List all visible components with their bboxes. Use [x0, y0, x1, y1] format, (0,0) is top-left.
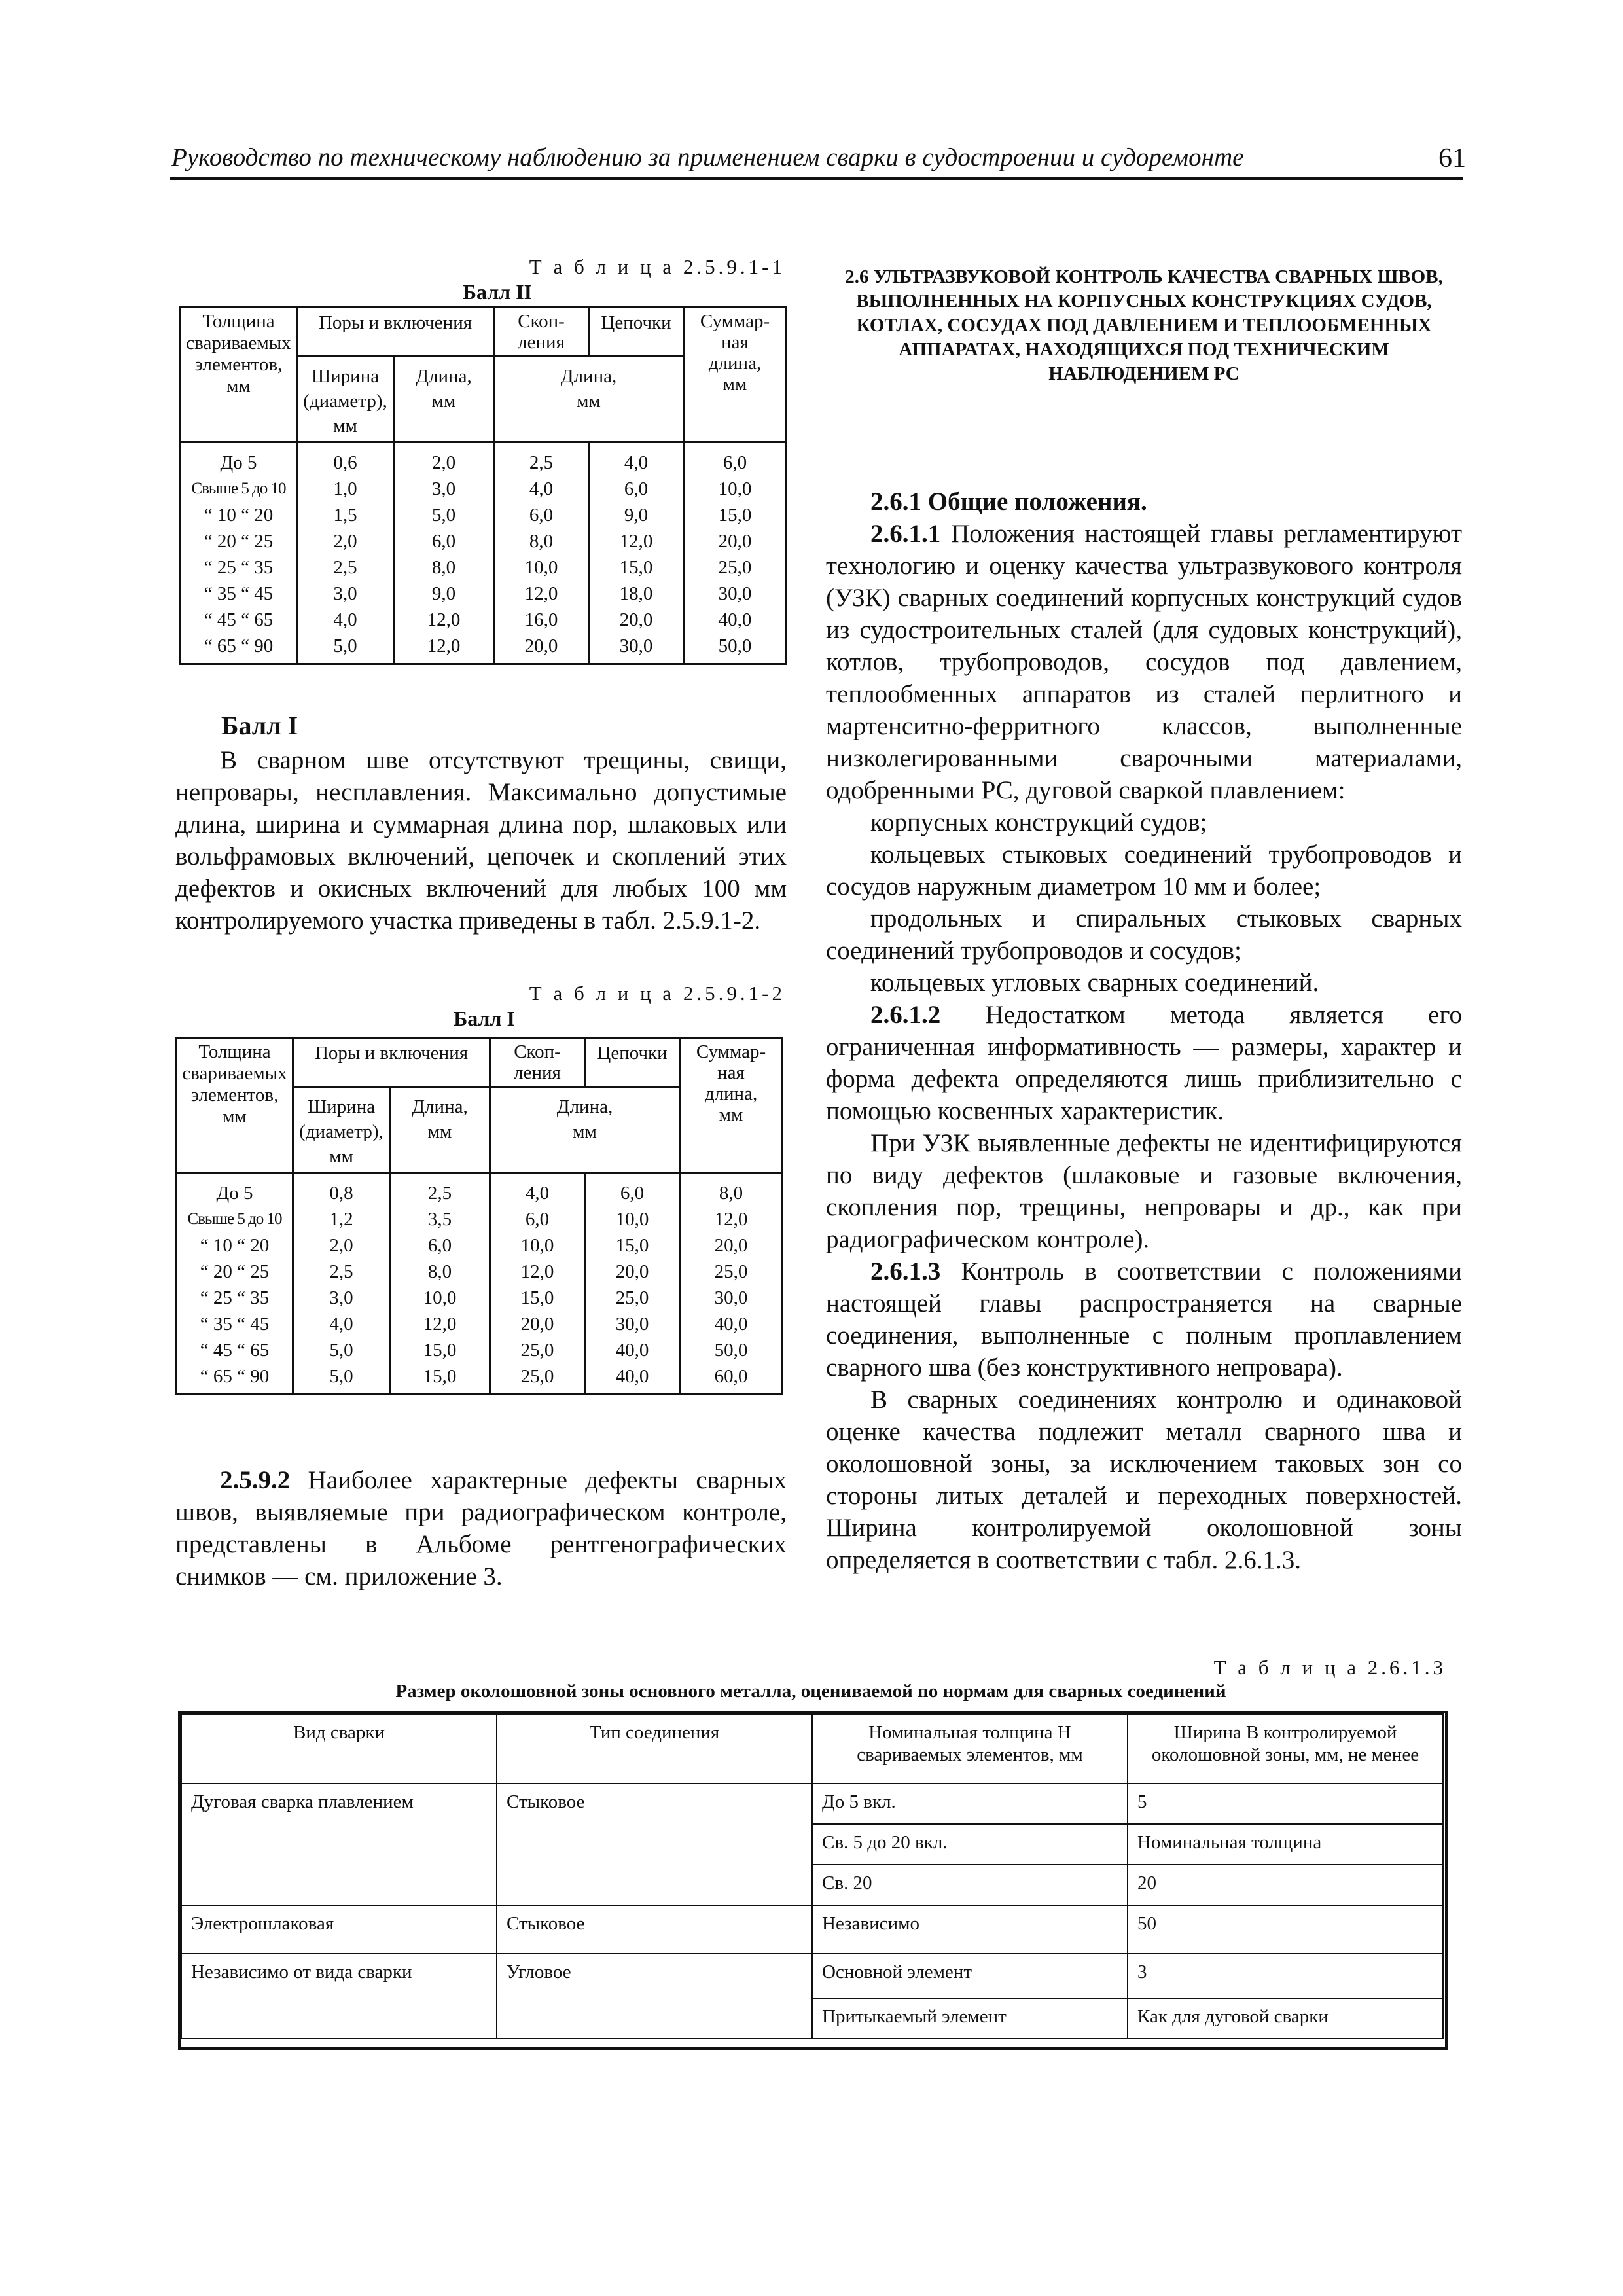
- cell: 20,0: [714, 1235, 748, 1256]
- cell: 5,0: [431, 505, 456, 526]
- cell: 1,2: [329, 1209, 353, 1230]
- cell: 12,0: [520, 1261, 554, 1282]
- cell: 1,0: [333, 478, 357, 499]
- cell: 60,0: [714, 1366, 748, 1387]
- cell-thickness: Св. 20: [812, 1865, 1128, 1905]
- cell: 15,0: [520, 1287, 554, 1308]
- cell: 3,0: [333, 583, 357, 604]
- cell: 4,0: [329, 1314, 353, 1335]
- para-number: 2.6.1.1: [870, 520, 941, 548]
- cell: “ 35 “ 45: [204, 583, 274, 604]
- cell-thickness: Св. 5 до 20 вкл.: [812, 1824, 1128, 1865]
- header-rule: [170, 177, 1463, 180]
- cell: 6,0: [529, 505, 554, 526]
- list-item: кольцевых стыковых соединений трубопроводов и сосудов наружным диаметром 10 мм и более;: [826, 840, 1462, 901]
- cell-thickness: Притыкаемый элемент: [812, 1998, 1128, 2039]
- cell: 0,6: [333, 452, 357, 473]
- page-number: 61: [1438, 143, 1466, 173]
- cell: 10,0: [520, 1235, 554, 1256]
- cell: 20,0: [524, 636, 558, 656]
- cell: “ 20 “ 25: [200, 1261, 270, 1282]
- header-joint-type: Тип соединения: [497, 1714, 812, 1784]
- header-pores: Поры и включения: [297, 308, 494, 357]
- cell: 8,0: [529, 531, 554, 552]
- col-length: [390, 1173, 490, 1395]
- col-length: [394, 442, 494, 664]
- col-total: [680, 1173, 783, 1395]
- list-item: продольных и спиральных стыковых сварных соединений трубопроводов и сосудов;: [826, 905, 1462, 965]
- cell: 40,0: [714, 1314, 748, 1335]
- header-chains: Цепочки: [585, 1038, 680, 1087]
- cell: 20,0: [615, 1261, 649, 1282]
- header-thickness: Толщина свариваемых элементов, мм: [177, 1038, 293, 1173]
- list-item: корпусных конструкций судов;: [870, 808, 1207, 836]
- cell-weld-type: Электрошлаковая: [181, 1905, 497, 1954]
- cell: 4,0: [529, 478, 554, 499]
- cell: 30,0: [619, 636, 653, 656]
- cell: 10,0: [524, 557, 558, 578]
- cell: 15,0: [619, 557, 653, 578]
- cell-weld-type: Независимо от вида сварки: [181, 1954, 497, 2039]
- cell: 16,0: [524, 609, 558, 630]
- cell: “ 65 “ 90: [204, 636, 274, 656]
- cell: 50,0: [714, 1340, 748, 1361]
- cell: 25,0: [520, 1340, 554, 1361]
- cell: 3,5: [427, 1209, 452, 1230]
- cell: 6,0: [620, 1183, 645, 1204]
- header-nominal-thickness: Номинальная толщина H свариваемых элементов, мм: [812, 1714, 1128, 1784]
- cell: “ 25 “ 35: [204, 557, 274, 578]
- cell: 2,0: [333, 531, 357, 552]
- header-zone-width: Ширина B контролируемой околошовной зоны, мм, не менее: [1128, 1714, 1443, 1784]
- cell: 8,0: [431, 557, 456, 578]
- header-length-2: Длина, мм: [490, 1087, 680, 1173]
- cell-width: 20: [1128, 1865, 1443, 1905]
- cell: 15,0: [615, 1235, 649, 1256]
- cell: 10,0: [423, 1287, 457, 1308]
- cell: 30,0: [615, 1314, 649, 1335]
- header-length: Длина, мм: [394, 357, 494, 442]
- col-chains: [589, 442, 684, 664]
- cell: Свыше 5 до 10: [191, 480, 286, 497]
- cell: 5,0: [329, 1366, 353, 1387]
- para-text: Наиболее характерные дефекты сварных швов, выявляемые при радиографическом контроле, представлены в Альбоме рентгенографических снимков — см. приложение 3.: [175, 1466, 787, 1590]
- cell: 20,0: [718, 531, 752, 552]
- section-heading: 2.6 УЛЬТРАЗВУКОВОЙ КОНТРОЛЬ КАЧЕСТВА СВАРНЫХ ШВОВ, ВЫПОЛНЕННЫХ НА КОРПУСНЫХ КОНСТРУКЦИЯХ СУДОВ, КОТЛАХ, СОСУДАХ ПОД ДАВЛЕНИЕМ И ТЕПЛООБМЕННЫХ АППАРАТАХ, НАХОДЯЩИХСЯ ПОД ТЕХНИЧЕСКИМ НАБЛЮДЕНИЕМ РС: [845, 266, 1443, 384]
- cell-joint-type: Угловое: [497, 1954, 812, 2039]
- cell: 12,0: [619, 531, 653, 552]
- cell: 25,0: [615, 1287, 649, 1308]
- header-pores: Поры и включения: [293, 1038, 490, 1087]
- cell-joint-type: Стыковое: [497, 1905, 812, 1954]
- cell-joint-type: Стыковое: [497, 1784, 812, 1905]
- cell: “ 10 “ 20: [204, 505, 274, 526]
- cell: 2,0: [431, 452, 456, 473]
- header-length: Длина, мм: [390, 1087, 490, 1173]
- cell: 12,0: [524, 583, 558, 604]
- header-weld-type: Вид сварки: [181, 1714, 497, 1784]
- cell: “ 20 “ 25: [204, 531, 274, 552]
- cell: 2,5: [333, 557, 357, 578]
- cell: 2,5: [329, 1261, 353, 1282]
- cell: 3,0: [329, 1287, 353, 1308]
- cell-thickness: До 5 вкл.: [812, 1784, 1128, 1824]
- cell: 8,0: [427, 1261, 452, 1282]
- para-2592: [175, 1464, 787, 1592]
- para-text: Недостатком метода является его ограниченная информативность — размеры, характер и форма дефекта определяются лишь приблизительно с помощью косвенных характеристик.: [826, 1001, 1462, 1125]
- cell: “ 45 “ 65: [200, 1340, 270, 1361]
- cell: 18,0: [619, 583, 653, 604]
- para-number: 2.5.9.2: [220, 1466, 291, 1494]
- cell: 10,0: [615, 1209, 649, 1230]
- table2-caption: Т а б л и ц а 2.5.9.1-2: [529, 982, 785, 1005]
- cell: 15,0: [423, 1340, 457, 1361]
- cell: “ 25 “ 35: [200, 1287, 270, 1308]
- cell: “ 35 “ 45: [200, 1314, 270, 1335]
- cell: 30,0: [714, 1287, 748, 1308]
- defect-table-grade2: [179, 306, 787, 665]
- col-width: [293, 1173, 390, 1395]
- cell: 9,0: [431, 583, 456, 604]
- cell: 12,0: [423, 1314, 457, 1335]
- cell-thickness: Независимо: [812, 1905, 1128, 1954]
- cell: 6,0: [722, 452, 747, 473]
- cell: 5,0: [329, 1340, 353, 1361]
- cell: 2,0: [329, 1235, 353, 1256]
- cell: 20,0: [520, 1314, 554, 1335]
- cell: 5,0: [333, 636, 357, 656]
- cell: 4,0: [624, 452, 649, 473]
- cell: 2,5: [427, 1183, 452, 1204]
- cell-width: Номинальная толщина: [1128, 1824, 1443, 1865]
- paragraph: В сварных соединениях контролю и одинаковой оценке качества подлежит металл сварного шва и околошовной зоны, за исключением таковых зон со стороны литых деталей и переходных поверхностей. Ширина контролируемой околошовной зоны определяется в соответствии с табл. 2.6.1.3.: [826, 1386, 1462, 1574]
- col-thickness: [177, 1173, 293, 1395]
- cell: “ 10 “ 20: [200, 1235, 270, 1256]
- cell: До 5: [220, 452, 257, 473]
- col-clusters: [494, 442, 589, 664]
- cell: 4,0: [525, 1183, 550, 1204]
- cell: “ 65 “ 90: [200, 1366, 270, 1387]
- cell: 4,0: [333, 609, 357, 630]
- cell: 3,0: [431, 478, 456, 499]
- cell: 10,0: [718, 478, 752, 499]
- header-clusters: Скоп- ления: [490, 1038, 585, 1087]
- header-total: Суммар- ная длина, мм: [680, 1038, 783, 1173]
- weld-zone-table: [181, 1713, 1444, 2039]
- ball1-paragraph: [175, 744, 787, 937]
- cell-width: 5: [1128, 1784, 1443, 1824]
- para-number: 2.6.1.2: [870, 1001, 941, 1029]
- table2-grade: Балл I: [454, 1007, 515, 1030]
- cell: “ 45 “ 65: [204, 609, 274, 630]
- cell: 1,5: [333, 505, 357, 526]
- header-clusters: Скоп- ления: [494, 308, 589, 357]
- col-total: [684, 442, 787, 664]
- cell: Свыше 5 до 10: [187, 1210, 282, 1228]
- cell: 40,0: [718, 609, 752, 630]
- cell: 12,0: [427, 636, 461, 656]
- cell: 0,8: [329, 1183, 353, 1204]
- cell: 6,0: [525, 1209, 550, 1230]
- defect-table-grade1: [175, 1037, 783, 1395]
- cell: 20,0: [619, 609, 653, 630]
- cell: 6,0: [431, 531, 456, 552]
- col-chains: [585, 1173, 680, 1395]
- cell: 50,0: [718, 636, 752, 656]
- section-body: [826, 486, 1462, 1576]
- table3-caption: Т а б л и ц а 2.6.1.3: [1213, 1656, 1446, 1679]
- cell: 2,5: [529, 452, 554, 473]
- cell: До 5: [216, 1183, 253, 1204]
- header-thickness: Толщина свариваемых элементов, мм: [181, 308, 297, 442]
- sub-heading: 2.6.1 Общие положения.: [870, 488, 1147, 516]
- table3-title: Размер околошовной зоны основного металла, оцениваемой по нормам для сварных соединений: [395, 1681, 1226, 1702]
- cell: 8,0: [719, 1183, 743, 1204]
- para-text: Положения настоящей главы регламентируют технологию и оценку качества ультразвукового контроля (УЗК) сварных соединений корпусных конструкций судов из судостроительных сталей (для судовых конструкций), котлов, трубопроводов, сосудов под давлением, теплообменных аппаратов из сталей перлитного и мартенситно-ферритного классов, выполненные низколегированными сварочными материалами, одобренными РС, дуговой сваркой плавлением:: [826, 520, 1462, 804]
- cell: 30,0: [718, 583, 752, 604]
- cell: 9,0: [624, 505, 649, 526]
- col-clusters: [490, 1173, 585, 1395]
- para-number: 2.6.1.3: [870, 1257, 941, 1285]
- header-width: Ширина (диаметр), мм: [293, 1087, 390, 1173]
- cell: 6,0: [427, 1235, 452, 1256]
- para-text: Контроль в соответствии с положениями настоящей главы распространяется на сварные соединения, выполненные с полным проплавлением сварного шва (без конструктивного непровара).: [826, 1257, 1462, 1382]
- list-item: кольцевых угловых сварных соединений.: [870, 969, 1319, 997]
- header-width: Ширина (диаметр), мм: [297, 357, 394, 442]
- cell-weld-type: Дуговая сварка плавлением: [181, 1784, 497, 1905]
- header-chains: Цепочки: [589, 308, 684, 357]
- cell: 40,0: [615, 1366, 649, 1387]
- cell-width: 50: [1128, 1905, 1443, 1954]
- cell: 6,0: [624, 478, 649, 499]
- table1-caption: Т а б л и ц а 2.5.9.1-1: [529, 255, 785, 278]
- cell-width: 3: [1128, 1954, 1443, 1998]
- cell: 15,0: [718, 505, 752, 526]
- cell: 12,0: [427, 609, 461, 630]
- cell-width: Как для дуговой сварки: [1128, 1998, 1443, 2039]
- cell: 25,0: [520, 1366, 554, 1387]
- header-length-2: Длина, мм: [494, 357, 684, 442]
- ball1-text: В сварном шве отсутствуют трещины, свищи, непровары, несплавления. Максимально допустимые длина, ширина и суммарная длина пор, шлаковых или вольфрамовых включений, цепочек и скоплений этих дефектов и окисных включений для любых 100 мм контролируемого участка приведены в табл. 2.5.9.1-2.: [175, 746, 787, 935]
- header-total: Суммар- ная длина, мм: [684, 308, 787, 442]
- cell: 15,0: [423, 1366, 457, 1387]
- cell: 40,0: [615, 1340, 649, 1361]
- cell: 25,0: [718, 557, 752, 578]
- col-thickness: [181, 442, 297, 664]
- paragraph: При УЗК выявленные дефекты не идентифицируются по виду дефектов (шлаковые и газовые включения, скопления пор, трещины, непровары и др., как при радиографическом контроле).: [826, 1129, 1462, 1253]
- running-header: Руководство по техническому наблюдению за применением сварки в судостроении и судоремонте: [171, 143, 1244, 171]
- table1-grade: Балл II: [462, 280, 533, 304]
- cell: 25,0: [714, 1261, 748, 1282]
- col-width: [297, 442, 394, 664]
- ball1-heading: Балл I: [221, 711, 298, 740]
- cell-thickness: Основной элемент: [812, 1954, 1128, 1998]
- cell: 12,0: [714, 1209, 748, 1230]
